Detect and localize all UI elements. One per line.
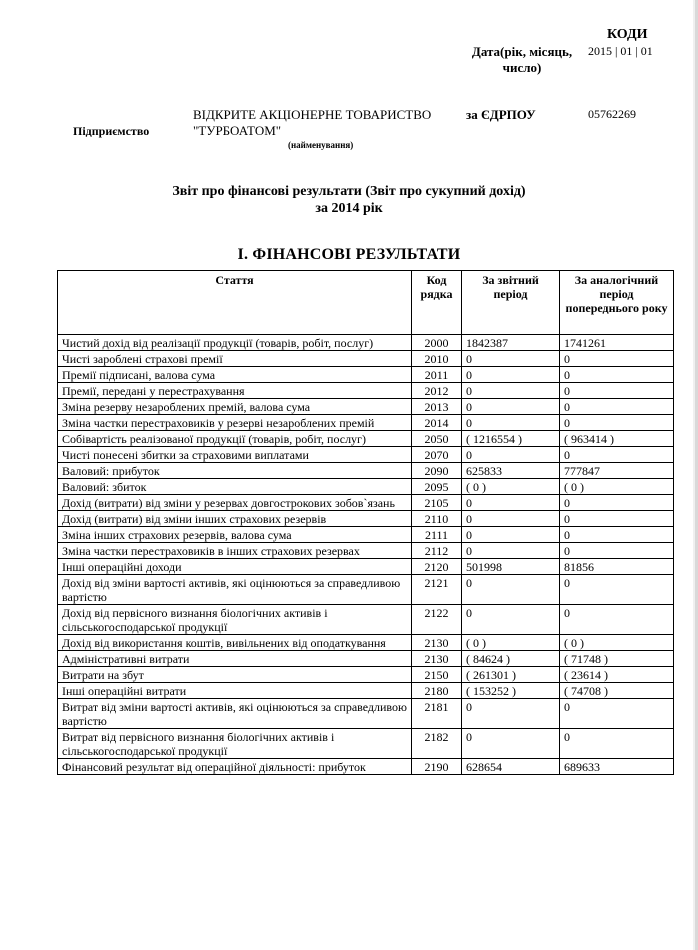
table-row: [58, 399, 674, 415]
row-current-cell: ( 1216554 ): [462, 431, 560, 447]
table-header-row: [58, 271, 674, 335]
row-current-cell: 0: [462, 351, 560, 367]
table-row: [58, 415, 674, 431]
row-previous-cell: ( 74708 ): [560, 683, 674, 699]
row-current-cell: 501998: [462, 559, 560, 575]
row-code-cell: 2121: [412, 575, 462, 605]
row-item-cell: Дохід від зміни вартості активів, які оцінюються за справедливою вартістю: [58, 575, 412, 605]
row-code-cell: 2011: [412, 367, 462, 383]
row-current-cell: 0: [462, 699, 560, 729]
row-item-cell: Дохід (витрати) від зміни у резервах довгострокових зобов`язань: [58, 495, 412, 511]
row-code-cell: 2150: [412, 667, 462, 683]
row-current-cell: 1842387: [462, 335, 560, 351]
header-current-period: За звітний період: [462, 271, 560, 335]
row-item-cell: Адміністративні витрати: [58, 651, 412, 667]
row-item-cell: Витрат від зміни вартості активів, які оцінюються за справедливою вартістю: [58, 699, 412, 729]
row-current-cell: 628654: [462, 759, 560, 775]
row-current-cell: 0: [462, 511, 560, 527]
row-current-cell: 0: [462, 605, 560, 635]
row-code-cell: 2181: [412, 699, 462, 729]
name-note: (найменування): [288, 140, 354, 150]
row-code-cell: 2013: [412, 399, 462, 415]
row-item-cell: Інші операційні витрати: [58, 683, 412, 699]
row-item-cell: Витрат від первісного визнання біологічних активів і сільськогосподарської продукції: [58, 729, 412, 759]
table-row: [58, 699, 674, 729]
header-item: Стаття: [58, 271, 412, 335]
row-current-cell: ( 153252 ): [462, 683, 560, 699]
table-row: [58, 605, 674, 635]
row-previous-cell: 0: [560, 447, 674, 463]
row-code-cell: 2120: [412, 559, 462, 575]
table-row: [58, 431, 674, 447]
row-previous-cell: 0: [560, 543, 674, 559]
row-item-cell: Премії, передані у перестрахування: [58, 383, 412, 399]
enterprise-label: Підприємство: [73, 124, 150, 138]
section-title: І. ФІНАНСОВІ РЕЗУЛЬТАТИ: [237, 246, 461, 263]
row-code-cell: 2110: [412, 511, 462, 527]
row-previous-cell: 689633: [560, 759, 674, 775]
table-row: [58, 367, 674, 383]
row-code-cell: 2050: [412, 431, 462, 447]
row-code-cell: 2010: [412, 351, 462, 367]
row-code-cell: 2130: [412, 651, 462, 667]
row-item-cell: Валовий: прибуток: [58, 463, 412, 479]
row-item-cell: Дохід від використання коштів, вивільнених від оподаткування: [58, 635, 412, 651]
row-code-cell: 2122: [412, 605, 462, 635]
table-row: [58, 511, 674, 527]
row-code-cell: 2000: [412, 335, 462, 351]
row-current-cell: 0: [462, 399, 560, 415]
edrpou-label: за ЄДРПОУ: [466, 107, 536, 122]
row-current-cell: 0: [462, 495, 560, 511]
row-item-cell: Премії підписані, валова сума: [58, 367, 412, 383]
row-code-cell: 2070: [412, 447, 462, 463]
row-previous-cell: ( 963414 ): [560, 431, 674, 447]
row-item-cell: Чистий дохід від реалізації продукції (товарів, робіт, послуг): [58, 335, 412, 351]
table-row: [58, 335, 674, 351]
row-code-cell: 2130: [412, 635, 462, 651]
row-previous-cell: 0: [560, 383, 674, 399]
row-code-cell: 2095: [412, 479, 462, 495]
edrpou-value: 05762269: [588, 107, 636, 121]
table-row: [58, 683, 674, 699]
row-previous-cell: 0: [560, 399, 674, 415]
row-previous-cell: 0: [560, 511, 674, 527]
table-row: [58, 635, 674, 651]
row-current-cell: ( 0 ): [462, 479, 560, 495]
date-label: Дата(рік, місяць, число): [471, 44, 573, 75]
row-current-cell: 0: [462, 543, 560, 559]
row-previous-cell: 777847: [560, 463, 674, 479]
row-previous-cell: 0: [560, 575, 674, 605]
table-row: [58, 479, 674, 495]
row-item-cell: Собівартість реалізованої продукції (товарів, робіт, послуг): [58, 431, 412, 447]
row-previous-cell: 0: [560, 527, 674, 543]
row-item-cell: Фінансовий результат від операційної діяльності: прибуток: [58, 759, 412, 775]
table-row: [58, 667, 674, 683]
row-code-cell: 2182: [412, 729, 462, 759]
row-item-cell: Зміна частки перестраховиків в інших страхових резервах: [58, 543, 412, 559]
row-current-cell: ( 0 ): [462, 635, 560, 651]
row-current-cell: 0: [462, 527, 560, 543]
table-row: [58, 759, 674, 775]
header-previous-period: За аналогічний період попереднього року: [560, 271, 674, 335]
header-code: Код рядка: [412, 271, 462, 335]
row-current-cell: 0: [462, 447, 560, 463]
table-row: [58, 383, 674, 399]
row-previous-cell: 0: [560, 495, 674, 511]
table-row: [58, 729, 674, 759]
row-item-cell: Інші операційні доходи: [58, 559, 412, 575]
row-current-cell: 0: [462, 729, 560, 759]
row-item-cell: Витрати на збут: [58, 667, 412, 683]
row-item-cell: Дохід (витрати) від зміни інших страхових резервів: [58, 511, 412, 527]
row-previous-cell: ( 0 ): [560, 635, 674, 651]
row-previous-cell: 0: [560, 415, 674, 431]
row-previous-cell: 0: [560, 699, 674, 729]
financial-results-table: [57, 270, 674, 775]
row-previous-cell: ( 23614 ): [560, 667, 674, 683]
row-item-cell: Чисті зароблені страхові премії: [58, 351, 412, 367]
row-code-cell: 2090: [412, 463, 462, 479]
row-current-cell: 0: [462, 575, 560, 605]
row-code-cell: 2014: [412, 415, 462, 431]
row-code-cell: 2111: [412, 527, 462, 543]
row-item-cell: Зміна частки перестраховиків у резерві незароблених премій: [58, 415, 412, 431]
row-code-cell: 2180: [412, 683, 462, 699]
row-item-cell: Зміна резерву незароблених премій, валова сума: [58, 399, 412, 415]
table-row: [58, 543, 674, 559]
date-value: 2015 | 01 | 01: [588, 44, 653, 58]
codes-heading: КОДИ: [607, 27, 648, 42]
table-row: [58, 447, 674, 463]
row-code-cell: 2190: [412, 759, 462, 775]
table-row: [58, 559, 674, 575]
row-previous-cell: 0: [560, 729, 674, 759]
row-current-cell: ( 84624 ): [462, 651, 560, 667]
row-previous-cell: 0: [560, 367, 674, 383]
row-item-cell: Валовий: збиток: [58, 479, 412, 495]
row-code-cell: 2012: [412, 383, 462, 399]
table-row: [58, 495, 674, 511]
row-current-cell: 625833: [462, 463, 560, 479]
row-item-cell: Зміна інших страхових резервів, валова сума: [58, 527, 412, 543]
report-title-line1: Звіт про фінансові результати (Звіт про сукупний дохід): [172, 184, 526, 199]
row-previous-cell: 1741261: [560, 335, 674, 351]
report-title: [0, 183, 698, 217]
row-previous-cell: 0: [560, 351, 674, 367]
row-code-cell: 2112: [412, 543, 462, 559]
row-item-cell: Дохід від первісного визнання біологічних активів і сільськогосподарської продукції: [58, 605, 412, 635]
row-code-cell: 2105: [412, 495, 462, 511]
table-row: [58, 463, 674, 479]
row-previous-cell: 0: [560, 605, 674, 635]
row-previous-cell: ( 0 ): [560, 479, 674, 495]
enterprise-name: ВІДКРИТЕ АКЦІОНЕРНЕ ТОВАРИСТВО "ТУРБОАТОМ": [193, 107, 432, 138]
row-previous-cell: 81856: [560, 559, 674, 575]
table-row: [58, 575, 674, 605]
table-row: [58, 527, 674, 543]
table-body: [58, 335, 674, 775]
row-previous-cell: ( 71748 ): [560, 651, 674, 667]
table-row: [58, 351, 674, 367]
row-current-cell: 0: [462, 383, 560, 399]
row-current-cell: 0: [462, 367, 560, 383]
row-current-cell: ( 261301 ): [462, 667, 560, 683]
report-title-line2: за 2014 рік: [315, 201, 383, 216]
row-current-cell: 0: [462, 415, 560, 431]
row-item-cell: Чисті понесені збитки за страховими виплатами: [58, 447, 412, 463]
table-row: [58, 651, 674, 667]
